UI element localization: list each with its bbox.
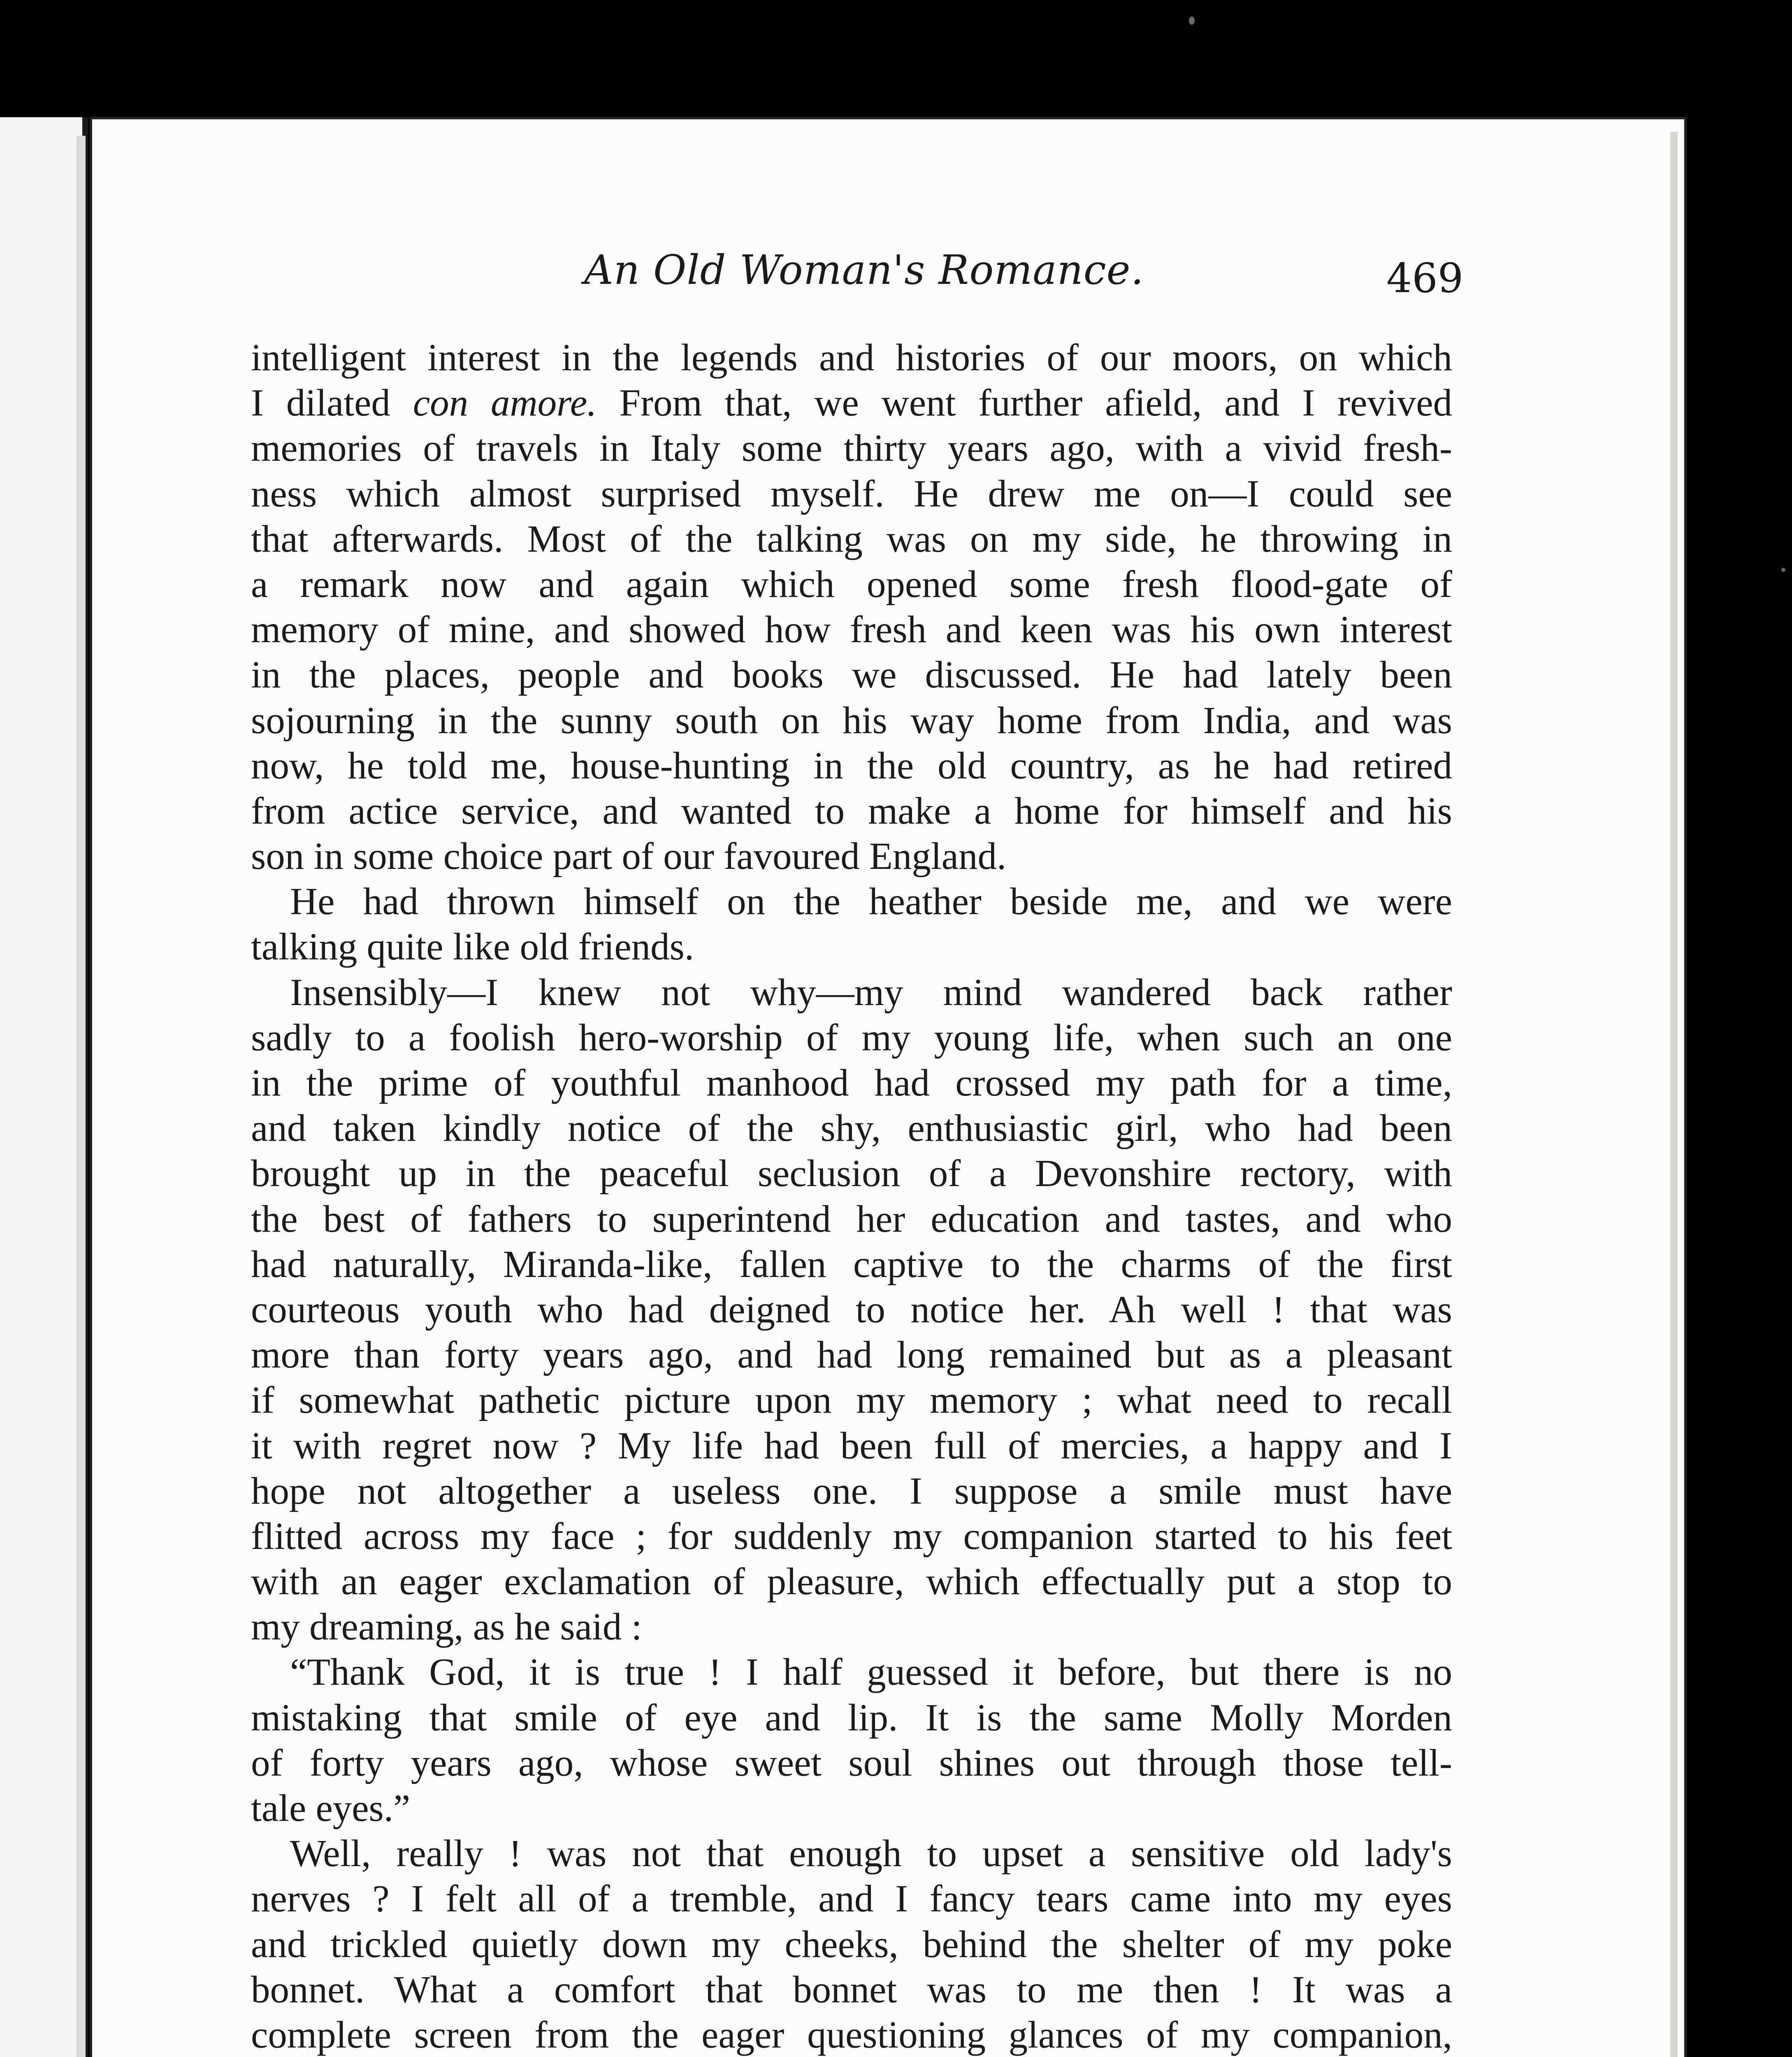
text-segment: sadly to a foolish hero-worship of my young life, when such an one xyxy=(251,1016,1452,1059)
text-line xyxy=(251,1741,1452,1786)
text-line xyxy=(251,1061,1452,1106)
text-line xyxy=(251,789,1452,834)
italic-phrase: con amore. xyxy=(413,382,597,425)
text-segment: memory of mine, and showed how fresh and keen was his own interest xyxy=(251,608,1452,651)
text-segment: flitted across my face ; for suddenly my companion started to his feet xyxy=(251,1515,1452,1558)
text-segment: complete screen from the eager questioning glances of my companion, xyxy=(251,2013,1452,2056)
text-segment: courteous youth who had deigned to notice her. Ah well ! that was xyxy=(251,1288,1452,1331)
text-line xyxy=(251,698,1452,743)
text-line xyxy=(251,562,1452,607)
text-segment: my dreaming, as he said : xyxy=(251,1606,642,1648)
text-segment: bonnet. What a comfort that bonnet was to me then ! It was a xyxy=(251,1968,1452,2011)
text-segment: tale eyes.” xyxy=(251,1787,411,1829)
text-line xyxy=(251,1287,1452,1333)
text-line xyxy=(251,834,1452,879)
text-segment: intelligent interest in the legends and histories of our moors, on which xyxy=(251,337,1452,379)
text-line xyxy=(251,426,1452,471)
text-line xyxy=(251,1876,1452,1922)
text-segment: if somewhat pathetic picture upon my memory ; what need to recall xyxy=(251,1379,1452,1422)
running-head: An Old Woman's Romance. xyxy=(584,247,1144,294)
text-line xyxy=(251,924,1452,970)
text-line xyxy=(251,1967,1452,2013)
text-line xyxy=(251,1831,1452,1876)
text-line xyxy=(251,1559,1452,1604)
text-line xyxy=(251,1015,1452,1061)
text-line xyxy=(251,471,1452,517)
text-segment: in the places, people and books we discussed. He had lately been xyxy=(251,654,1452,697)
text-segment: now, he told me, house-hunting in the old country, as he had retired xyxy=(251,744,1452,787)
text-segment: sojourning in the sunny south on his way home from India, and was xyxy=(251,699,1452,742)
text-segment: hope not altogether a useless one. I suppose a smile must have xyxy=(251,1470,1452,1512)
text-line xyxy=(251,335,1452,381)
text-line xyxy=(251,1106,1452,1151)
text-line xyxy=(251,970,1452,1015)
text-line xyxy=(251,1604,1452,1650)
text-segment: From that, we went further afield, and I revived xyxy=(597,382,1452,425)
text-line xyxy=(251,1514,1452,1559)
text-line xyxy=(251,1378,1452,1423)
text-line xyxy=(251,1469,1452,1514)
text-segment: I dilated xyxy=(251,382,413,425)
text-segment: of forty years ago, whose sweet soul shines out through those tell- xyxy=(251,1741,1452,1784)
page-gutter xyxy=(77,136,86,2057)
text-line xyxy=(251,1786,1452,1831)
text-segment: a remark now and again which opened some fresh flood-gate of xyxy=(251,563,1452,606)
text-segment: son in some choice part of our favoured England. xyxy=(251,835,1007,878)
text-line xyxy=(251,381,1452,426)
text-line xyxy=(251,1242,1452,1287)
scan-speck xyxy=(1189,16,1195,25)
text-segment: the best of fathers to superintend her education and tastes, and who xyxy=(251,1198,1452,1240)
text-line xyxy=(251,1695,1452,1741)
text-segment: from actice service, and wanted to make a home for himself and his xyxy=(251,789,1452,832)
text-segment: with an eager exclamation of pleasure, which effectually put a stop to xyxy=(251,1560,1452,1603)
text-segment: Well, really ! was not that enough to upset a sensitive old lady's xyxy=(290,1832,1452,1875)
text-line xyxy=(251,2013,1452,2057)
text-line xyxy=(251,1333,1452,1378)
text-line xyxy=(251,1197,1452,1242)
text-segment: and trickled quietly down my cheeks, behind the shelter of my poke xyxy=(251,1923,1452,1966)
text-segment: nerves ? I felt all of a tremble, and I fancy tears came into my eyes xyxy=(251,1878,1452,1920)
text-segment: and taken kindly notice of the shy, enthusiastic girl, who had been xyxy=(251,1107,1452,1150)
text-segment: brought up in the peaceful seclusion of a Devonshire rectory, with xyxy=(251,1152,1452,1195)
text-segment: it with regret now ? My life had been full of mercies, a happy and I xyxy=(251,1424,1452,1467)
text-segment: talking quite like old friends. xyxy=(251,926,694,968)
page-number: 469 xyxy=(1386,255,1464,302)
text-line xyxy=(251,743,1452,789)
text-segment: had naturally, Miranda-like, fallen captive to the charms of the first xyxy=(251,1243,1452,1286)
text-line xyxy=(251,879,1452,924)
text-line xyxy=(251,607,1452,652)
scan-speck xyxy=(1781,568,1785,572)
text-segment: ness which almost surprised myself. He drew me on—I could see xyxy=(251,472,1452,515)
text-line xyxy=(251,1423,1452,1469)
text-segment: memories of travels in Italy some thirty years ago, with a vivid fresh- xyxy=(251,427,1452,470)
text-line xyxy=(251,517,1452,562)
text-line xyxy=(251,1922,1452,1967)
text-line xyxy=(251,1151,1452,1196)
text-line xyxy=(251,1650,1452,1695)
text-segment: in the prime of youthful manhood had crossed my path for a time, xyxy=(251,1062,1452,1104)
text-segment: more than forty years ago, and had long remained but as a pleasant xyxy=(251,1334,1452,1377)
text-segment: “Thank God, it is true ! I half guessed it before, but there is no xyxy=(290,1651,1452,1694)
page-fore-edge xyxy=(1670,132,1678,2057)
text-segment: mistaking that smile of eye and lip. It is the same Molly Morden xyxy=(251,1696,1452,1739)
text-segment: that afterwards. Most of the talking was on my side, he throwing in xyxy=(251,518,1452,560)
facing-page-edge xyxy=(0,117,88,2057)
text-segment: He had thrown himself on the heather beside me, and we were xyxy=(290,880,1452,923)
body-text xyxy=(251,335,1452,2057)
text-segment: Insensibly—I knew not why—my mind wandered back rather xyxy=(290,971,1452,1014)
text-line xyxy=(251,652,1452,698)
